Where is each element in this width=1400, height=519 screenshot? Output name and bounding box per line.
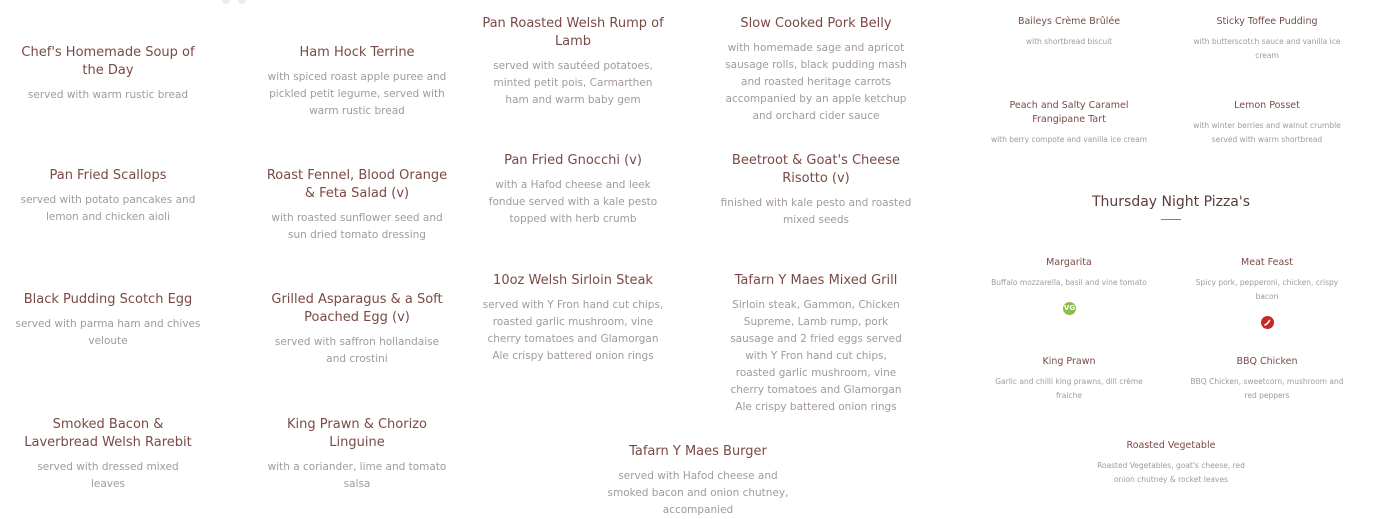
menu-item-desc: served with warm rustic bread	[27, 89, 189, 101]
section-title-pizza: Thursday Night Pizza's	[1091, 194, 1251, 210]
menu-item-desc: with spiced roast apple puree and pickled petit legume, served with warm rustic bread	[267, 71, 447, 117]
menu-item-desc: served with potato pancakes and lemon and chicken aioli	[20, 194, 196, 223]
menu-item-soup	[10, 44, 206, 104]
pizza-meat-feast	[1188, 256, 1346, 304]
dessert-lemon-posset	[1188, 99, 1346, 147]
pizza-desc: BBQ Chicken, sweetcorn, mushroom and red peppers	[1190, 377, 1344, 400]
dessert-desc: with berry compote and vanilla ice cream	[990, 135, 1148, 144]
menu-item-name: King Prawn & Chorizo Linguine	[287, 417, 427, 450]
menu-item-desc: served with parma ham and chives veloute	[15, 318, 201, 347]
pizza-name: Meat Feast	[1241, 257, 1293, 268]
dessert-name: Peach and Salty Caramel Frangipane Tart	[1009, 100, 1129, 125]
menu-item-burger	[606, 443, 790, 519]
menu-item-name: 10oz Welsh Sirloin Steak	[493, 273, 653, 288]
menu-item-desc: with a coriander, lime and tomato salsa	[267, 461, 447, 490]
dessert-desc: with shortbread biscuit	[1025, 37, 1113, 46]
menu-item-desc: with a Hafod cheese and leek fondue served with a kale pesto topped with herb crumb	[488, 179, 658, 225]
menu-item-name: Tafarn Y Maes Burger	[629, 444, 767, 459]
menu-item-desc: served with Y Fron hand cut chips, roasted garlic mushroom, vine cherry tomatoes and Glamorgan Ale crispy battered onion rings	[482, 299, 664, 362]
top-decoration-left	[222, 0, 230, 4]
dessert-name: Lemon Posset	[1234, 100, 1300, 111]
dessert-sticky-toffee	[1188, 15, 1346, 63]
menu-item-linguine	[262, 416, 452, 493]
vegan-badge-icon: VG	[1063, 302, 1076, 315]
menu-item-rarebit	[20, 416, 196, 493]
menu-item-asparagus	[267, 291, 447, 368]
menu-item-fennel-salad	[262, 167, 452, 244]
menu-item-ham-hock	[262, 44, 452, 120]
pizza-name: Roasted Vegetable	[1126, 440, 1216, 451]
menu-item-name: Roast Fennel, Blood Orange & Feta Salad (v)	[266, 168, 448, 201]
menu-item-desc: served with Hafod cheese and smoked bacon and onion chutney, accompanied	[607, 470, 789, 516]
menu-item-name: Smoked Bacon & Laverbread Welsh Rarebit	[24, 417, 192, 450]
pizza-margarita	[990, 256, 1148, 290]
pizza-bbq-chicken	[1188, 355, 1346, 403]
menu-item-name: Pan Roasted Welsh Rump of Lamb	[482, 16, 664, 49]
menu-item-name: Pan Fried Scallops	[49, 168, 167, 183]
pizza-desc: Garlic and chilli king prawns, dill crème fraiche	[995, 377, 1143, 400]
dessert-creme-brulee	[990, 15, 1148, 49]
menu-item-mixed-grill	[724, 272, 908, 416]
menu-item-name: Pan Fried Gnocchi (v)	[504, 153, 642, 168]
top-decoration-right	[238, 0, 246, 4]
menu-item-desc: with homemade sage and apricot sausage rolls, black pudding mash and roasted heritage carrots accompanied by an apple ketchup and orchard cider sauce	[725, 42, 907, 122]
menu-item-name: Slow Cooked Pork Belly	[740, 16, 892, 31]
pizza-name: King Prawn	[1042, 356, 1096, 367]
pizza-desc: Spicy pork, pepperoni, chicken, crispy bacon	[1195, 278, 1339, 301]
menu-item-lamb	[482, 15, 664, 109]
chili-glyph	[1261, 316, 1274, 329]
menu-item-name: Chef's Homemade Soup of the Day	[21, 45, 195, 78]
menu-item-desc: Sirloin steak, Gammon, Chicken Supreme, Lamb rump, pork sausage and 2 fried eggs served with Y Fron hand cut chips, roasted garlic mushroom, vine cherry tomatoes and Glamorgan Ale crispy battered onion rings	[730, 299, 902, 413]
menu-item-desc: served with dressed mixed leaves	[37, 461, 179, 490]
menu-item-name: Black Pudding Scotch Egg	[23, 292, 193, 307]
menu-item-scallops	[18, 167, 198, 226]
pizza-name: BBQ Chicken	[1236, 356, 1298, 367]
menu-item-scotch-egg	[8, 291, 208, 350]
menu-item-desc: with roasted sunflower seed and sun dried tomato dressing	[271, 212, 443, 241]
menu-item-name: Beetroot & Goat's Cheese Risotto (v)	[731, 153, 901, 186]
menu-item-risotto	[718, 152, 914, 229]
menu-item-sirloin	[482, 272, 664, 365]
menu-item-desc: served with saffron hollandaise and crostini	[274, 336, 440, 365]
menu-item-name: Tafarn Y Maes Mixed Grill	[734, 273, 898, 288]
dessert-desc: with butterscotch sauce and vanilla ice cream	[1193, 37, 1341, 60]
pizza-roasted-vegetable	[1092, 439, 1250, 487]
dessert-name: Sticky Toffee Pudding	[1216, 16, 1318, 27]
section-divider	[1161, 219, 1181, 220]
pizza-desc: Roasted Vegetables, goat's cheese, red onion chutney & rocket leaves	[1097, 461, 1245, 484]
menu-item-pork-belly	[724, 15, 908, 125]
menu-item-gnocchi	[482, 152, 664, 228]
dessert-frangipane	[990, 99, 1148, 147]
menu-item-desc: served with sautéed potatoes, minted petit pois, Carmarthen ham and warm baby gem	[493, 60, 653, 106]
menu-item-desc: finished with kale pesto and roasted mixed seeds	[720, 197, 912, 226]
menu-item-name: Grilled Asparagus & a Soft Poached Egg (v)	[271, 292, 443, 325]
pizza-king-prawn	[990, 355, 1148, 403]
pizza-desc: Buffalo mozzarella, basil and vine tomato	[991, 278, 1147, 287]
chili-icon	[1261, 316, 1274, 329]
pizza-name: Margarita	[1046, 257, 1092, 268]
menu-item-name: Ham Hock Terrine	[299, 45, 415, 60]
dessert-name: Baileys Crème Brûlée	[1017, 16, 1121, 27]
dessert-desc: with winter berries and walnut crumble served with warm shortbread	[1193, 121, 1341, 144]
